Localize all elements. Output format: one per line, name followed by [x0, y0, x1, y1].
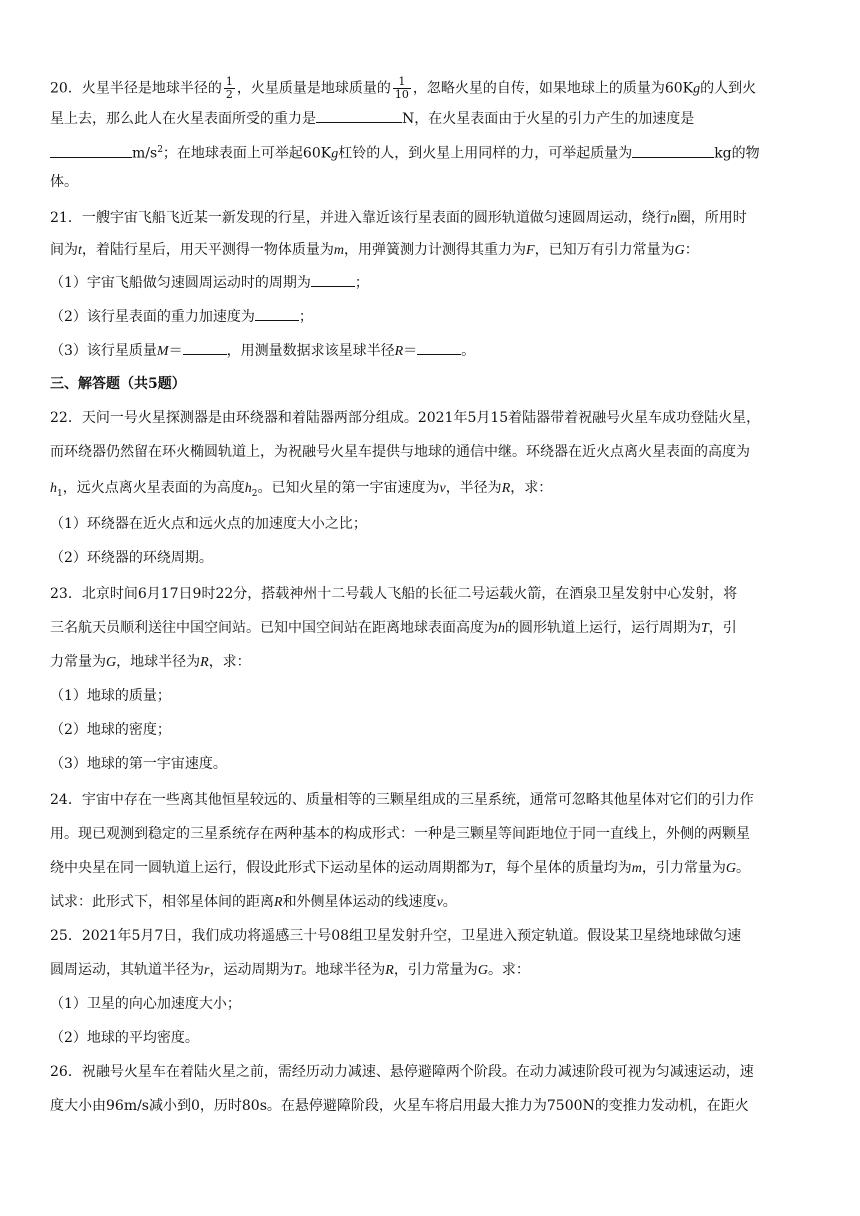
fraction-tenth: $\frac{1}{10}$	[394, 75, 409, 101]
q23-line-1: 23．北京时间6月17日9时22分，搭载神州十二号载人飞船的长征二号运载火箭，在酒泉卫星发射中心发射，将	[50, 586, 738, 602]
answer-blank[interactable]	[316, 108, 402, 123]
q26-line-1: 26．祝融号火星车在着陆火星之前，需经历动力减速、悬停避障两个阶段。在动力减速阶段可视为匀减速运动，速	[50, 1064, 754, 1080]
q24-line-2: 用。现已观测到稳定的三星系统存在两种基本的构成形式：一种是三颗星等间距地位于同一直线上，外侧的两颗星	[50, 826, 750, 842]
q26-line-2: 度大小由96m/s减小到0，历时80s。在悬停避障阶段，火星车将启用最大推力为7500N的变推力发动机，在距火	[50, 1098, 749, 1114]
q25-line-2: 圆周运动，其轨道半径为r，运动周期为T。地球半径为R，引力常量为G。求：	[50, 962, 530, 978]
q22-line-2: 而环绕器仍然留在环火椭圆轨道上，为祝融号火星车提供与地球的通信中继。环绕器在近火点离火星表面的高度为	[50, 444, 750, 460]
q24-line-1: 24．宇宙中存在一些离其他恒星较远的、质量相等的三颗星组成的三星系统，通常可忽略其他星体对它们的引力作	[50, 792, 754, 808]
q21-line-2: 间为t，着陆行星后，用天平测得一物体质量为m，用弹簧测力计测得其重力为F，已知万有引力常量为G：	[50, 242, 699, 258]
q24-line-4: 试求：此形式下，相邻星体间的距离R和外侧星体运动的线速度v。	[50, 894, 457, 910]
answer-blank[interactable]	[632, 143, 714, 158]
q21-line-1: 21．一艘宇宙飞船飞近某一新发现的行星，并进入靠近该行星表面的圆形轨道做匀速圆周运动，绕行n圈，所用时	[50, 210, 747, 226]
answer-blank[interactable]	[183, 340, 227, 355]
answer-blank[interactable]	[255, 306, 299, 321]
q25-line-1: 25．2021年5月7日，我们成功将遥感三十号08组卫星发射升空，卫星进入预定轨道。假设某卫星绕地球做匀速	[50, 928, 742, 944]
q25-sub-2: （2）地球的平均密度。	[50, 1030, 199, 1046]
q22-line-1: 22．天问一号火星探测器是由环绕器和着陆器两部分组成。2021年5月15着陆器带着祝融号火星车成功登陆火星，	[50, 410, 761, 426]
q20-line-4: 体。	[50, 174, 78, 190]
answer-blank[interactable]	[311, 272, 355, 287]
q22-sub-1: （1）环绕器在近火点和远火点的加速度大小之比；	[50, 516, 367, 532]
answer-blank[interactable]	[50, 143, 132, 158]
q24-line-3: 绕中央星在同一圆轨道上运行，假设此形式下运动星体的运动周期都为T，每个星体的质量均为m，引力常量为G。	[50, 860, 751, 876]
q23-line-2: 三名航天员顺利送往中国空间站。已知中国空间站在距离地球表面高度为h的圆形轨道上运行，运行周期为T，引	[50, 620, 737, 636]
section-heading: 三、解答题（共5题）	[50, 376, 186, 392]
q25-sub-1: （1）卫星的向心加速度大小；	[50, 996, 241, 1012]
text: 的人到火	[700, 80, 757, 97]
q21-sub-1: （1）宇宙飞船做匀速圆周运动时的周期为 ；	[50, 272, 820, 293]
q22-line-3: $h_1$，远火点离火星表面的为高度$h_2$。已知火星的第一宇宙速度为v，半径为R，求：	[50, 480, 553, 499]
q22-sub-2: （2）环绕器的环绕周期。	[50, 550, 213, 566]
q23-sub-2: （2）地球的密度；	[50, 722, 171, 738]
q20-line-3: $m/s^2$；在地球表面上可举起60Kg杠铃的人，到火星上用同样的力，可举起质量为 kg的物	[50, 140, 820, 165]
q23-sub-3: （3）地球的第一宇宙速度。	[50, 756, 227, 772]
text: ，火星质量是地球质量的	[236, 80, 391, 97]
q23-line-3: 力常量为G，地球半径为R，求：	[50, 654, 251, 670]
answer-blank[interactable]	[417, 340, 461, 355]
q20-line-1: 20．火星半径是地球半径的 $\frac{1}{2}$ ，火星质量是地球质量的 $\frac{1}{10}$ ，忽略火星的自传，如果地球上的质量为60Kg的人到火	[50, 75, 757, 101]
fraction-half: $\frac{1}{2}$	[225, 75, 233, 101]
text: ，忽略火星的自传，如果地球上的质量为60K	[412, 80, 694, 97]
q21-sub-2: （2）该行星表面的重力加速度为 ；	[50, 306, 820, 327]
text: 20．火星半径是地球半径的	[50, 80, 222, 97]
q23-sub-1: （1）地球的质量；	[50, 688, 171, 704]
q20-line-2: 星上去，那么此人在火星表面所受的重力是 N，在火星表面由于火星的引力产生的加速度是	[50, 108, 820, 129]
q21-sub-3: （3）该行星质量M＝ ，用测量数据求该星球半径R＝ 。	[50, 340, 820, 362]
